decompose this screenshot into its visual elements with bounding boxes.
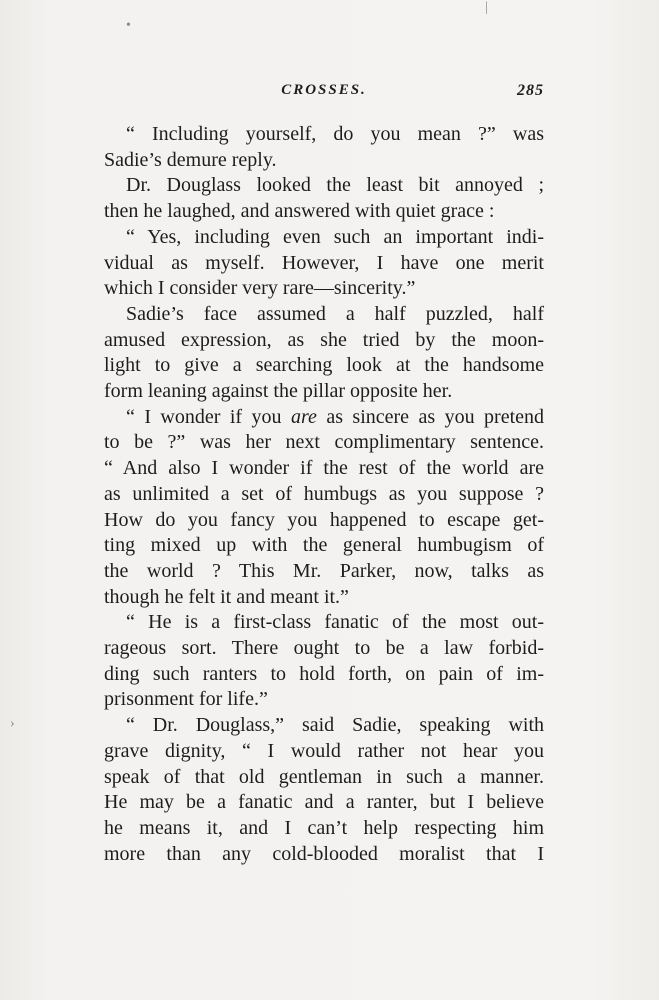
text-line	[104, 199, 544, 225]
line-text: Sadie’s demure reply.	[104, 148, 277, 171]
line-text: rageous sort. There ought to be a law forbid-	[104, 637, 544, 660]
text-line	[104, 225, 544, 251]
body-text	[104, 122, 544, 867]
line-text: “ And also I wonder if the rest of the world are	[104, 457, 544, 480]
text-line	[104, 610, 544, 636]
text-line	[104, 173, 544, 199]
line-text: “ He is a first-class fanatic of the most out-	[126, 611, 544, 634]
line-text: ding such ranters to hold forth, on pain of im-	[104, 662, 544, 685]
line-text: He may be a fanatic and a ranter, but I believe	[104, 791, 544, 814]
page-header	[104, 82, 544, 106]
line-text: he means it, and I can’t help respecting him	[104, 816, 544, 839]
line-text: “ I wonder if you	[126, 405, 291, 428]
line-text: Dr. Douglass looked the least bit annoyed ;	[126, 174, 544, 197]
text-line	[104, 482, 544, 508]
line-text: then he laughed, and answered with quiet grace :	[104, 200, 495, 223]
line-text: ting mixed up with the general humbugism of	[104, 534, 544, 557]
line-text: as unlimited a set of humbugs as you suppose ?	[104, 482, 544, 505]
text-line	[104, 456, 544, 482]
line-text: form leaning against the pillar opposite her.	[104, 380, 453, 403]
ink-speck: •	[126, 18, 131, 33]
text-line	[104, 687, 544, 713]
text-line	[104, 328, 544, 354]
text-line	[104, 379, 544, 405]
text-line	[104, 251, 544, 277]
text-line	[104, 790, 544, 816]
line-text: “ Dr. Douglass,” said Sadie, speaking with	[126, 714, 544, 737]
text-line	[104, 430, 544, 456]
page-number: 285	[517, 82, 544, 99]
text-line	[104, 405, 544, 431]
text-line	[104, 662, 544, 688]
line-text: “ Yes, including even such an important indi-	[126, 225, 544, 248]
text-line	[104, 636, 544, 662]
line-text: amused expression, as she tried by the moon-	[104, 328, 544, 351]
text-line	[104, 739, 544, 765]
text-line	[104, 765, 544, 791]
line-text: grave dignity, “ I would rather not hear you	[104, 739, 544, 762]
line-text: “ Including yourself, do you mean ?” was	[126, 123, 544, 145]
line-text: as sincere as you pretend	[316, 405, 545, 428]
text-line	[104, 585, 544, 611]
line-text: the world ? This Mr. Parker, now, talks as	[104, 559, 544, 582]
margin-mark: ›	[10, 716, 15, 731]
text-line	[104, 559, 544, 585]
running-head: CROSSES.	[281, 82, 367, 98]
italic-word: are	[290, 405, 317, 428]
line-text: Sadie’s face assumed a half puzzled, half	[126, 302, 544, 325]
line-text: vidual as myself. However, I have one merit	[104, 251, 544, 274]
margin-tick: |	[485, 0, 488, 15]
text-line	[104, 842, 544, 868]
line-text: How do you fancy you happened to escape get-	[104, 508, 544, 531]
text-line	[104, 713, 544, 739]
line-text: though he felt it and meant it.”	[104, 585, 349, 608]
line-text: light to give a searching look at the handsome	[104, 354, 544, 377]
text-line	[104, 353, 544, 379]
text-line	[104, 276, 544, 302]
line-text: which I consider very rare—sincerity.”	[104, 277, 416, 300]
text-line	[104, 533, 544, 559]
line-text: to be ?” was her next complimentary sentence.	[104, 431, 544, 454]
line-text: more than any cold-blooded moralist that I	[104, 842, 544, 865]
text-line	[104, 508, 544, 534]
text-line	[104, 148, 544, 174]
text-line	[104, 122, 544, 148]
line-text: prisonment for life.”	[104, 688, 268, 711]
text-line	[104, 816, 544, 842]
text-line	[104, 302, 544, 328]
line-text: speak of that old gentleman in such a manner.	[104, 765, 544, 788]
